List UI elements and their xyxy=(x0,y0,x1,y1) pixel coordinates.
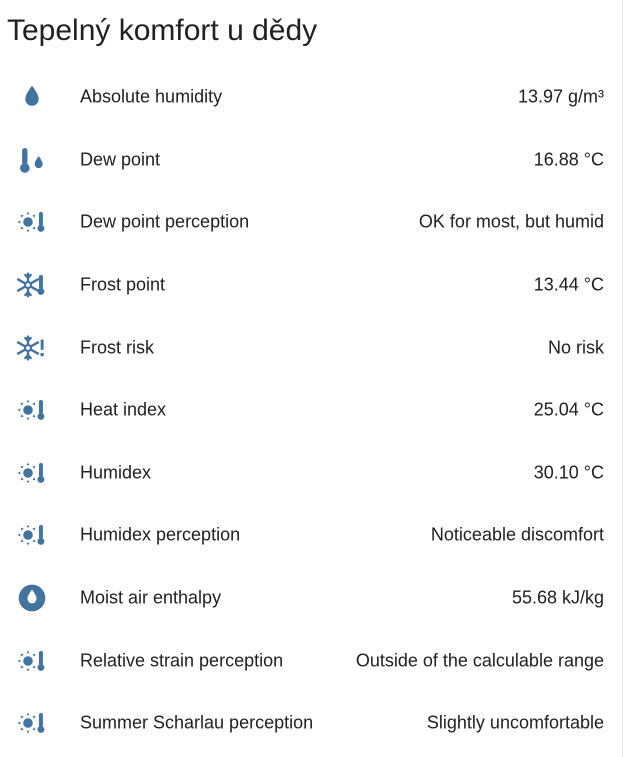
entity-state: Outside of the calculable range xyxy=(355,650,604,671)
entity-row-dew-point[interactable] xyxy=(0,129,623,192)
entity-row-humidex-perception[interactable] xyxy=(0,504,623,567)
entity-state: 25.04 °C xyxy=(533,399,604,420)
entity-state: Noticeable discomfort xyxy=(430,524,604,545)
entity-name: Dew point perception xyxy=(80,211,250,232)
entity-state: 30.10 °C xyxy=(533,462,604,483)
entity-name: Humidex perception xyxy=(80,524,241,545)
sun-thermometer-icon xyxy=(16,519,48,551)
sun-thermometer-icon xyxy=(16,457,48,489)
entity-name: Moist air enthalpy xyxy=(80,587,222,608)
entity-name: Frost point xyxy=(80,274,166,295)
entity-state: No risk xyxy=(547,337,604,358)
entity-state: 16.88 °C xyxy=(533,149,604,170)
entity-name: Dew point xyxy=(80,149,161,170)
entity-row-relative-strain-perception[interactable] xyxy=(0,629,623,692)
entity-name: Absolute humidity xyxy=(80,86,223,107)
snowflake-alert-icon xyxy=(16,332,48,364)
sun-thermometer-icon xyxy=(16,206,48,238)
entity-state: Slightly uncomfortable xyxy=(426,712,604,733)
entity-state: OK for most, but humid xyxy=(418,211,604,232)
entity-row-moist-air-enthalpy[interactable] xyxy=(0,567,623,630)
entity-row-dew-point-perception[interactable] xyxy=(0,191,623,254)
entity-list xyxy=(0,66,623,755)
entity-row-summer-scharlau-perception[interactable] xyxy=(0,692,623,755)
entity-name: Humidex xyxy=(80,462,152,483)
entity-name: Summer Scharlau perception xyxy=(80,712,314,733)
card-title: Tepelný komfort u dědy xyxy=(7,14,318,47)
sun-thermometer-icon xyxy=(16,394,48,426)
sun-thermometer-icon xyxy=(16,645,48,677)
entity-name: Heat index xyxy=(80,399,167,420)
water-drop-icon xyxy=(16,81,48,113)
entity-name: Relative strain perception xyxy=(80,650,284,671)
entity-state: 55.68 kJ/kg xyxy=(511,587,604,608)
entity-row-humidex[interactable] xyxy=(0,442,623,505)
entity-state: 13.44 °C xyxy=(533,274,604,295)
entity-row-frost-risk[interactable] xyxy=(0,316,623,379)
sun-thermometer-icon xyxy=(16,707,48,739)
entity-row-heat-index[interactable] xyxy=(0,379,623,442)
water-circle-icon xyxy=(16,582,48,614)
entity-row-frost-point[interactable] xyxy=(0,254,623,317)
thermometer-water-icon xyxy=(16,144,48,176)
entity-row-absolute-humidity[interactable] xyxy=(0,66,623,129)
snowflake-thermometer-icon xyxy=(16,269,48,301)
entity-name: Frost risk xyxy=(80,337,154,358)
entity-state: 13.97 g/m³ xyxy=(517,86,604,107)
